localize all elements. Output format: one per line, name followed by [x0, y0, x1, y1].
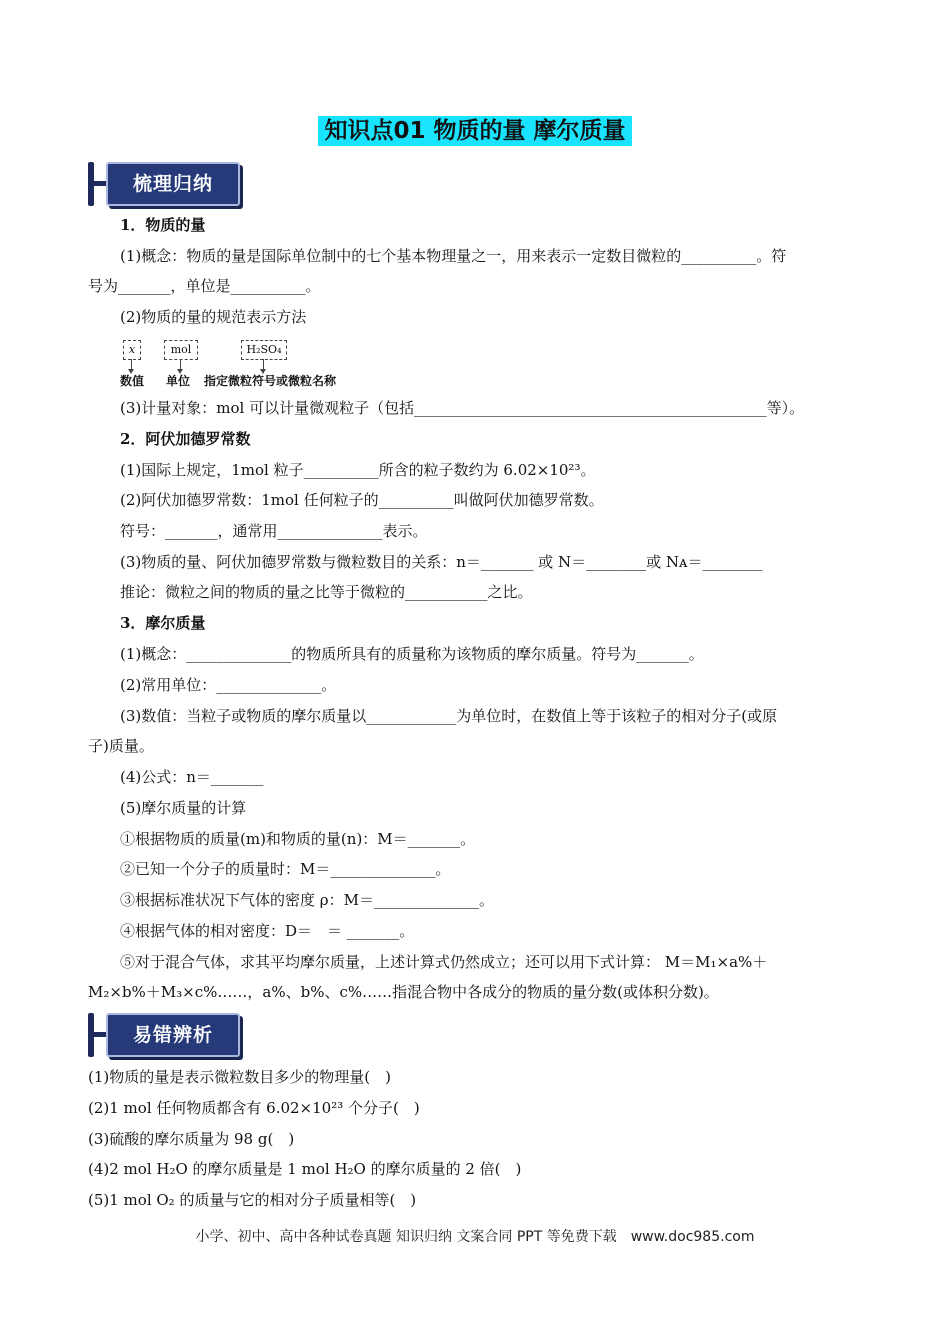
text-line: 推论：微粒之间的物质的量之比等于微粒的___________之比。: [120, 583, 533, 601]
text-line: (3)计量对象：mol 可以计量微观粒子（包括_______________________________________________等）。: [120, 399, 805, 417]
page-title: 知识点01 物质的量 摩尔质量: [318, 116, 631, 146]
text-line: 子)质量。: [88, 737, 154, 755]
diagram-box-number: x: [123, 340, 141, 360]
text-line: (3)数值：当粒子或物质的摩尔质量以____________为单位时，在数值上等于该粒子的相对分子(或原: [120, 707, 778, 725]
text-line: (1)国际上规定，1mol 粒子__________所含的粒子数约为 6.02×10²³。: [120, 461, 596, 479]
badge-label: 易错辨析: [132, 1024, 213, 1046]
text-line: (3)物质的量、阿伏加德罗常数与微粒数目的关系：n＝_______ 或 N＝________或 Nᴀ＝________: [120, 553, 763, 571]
diagram-label-particle: 指定微粒符号或微粒名称: [204, 374, 337, 388]
text-line: (2)物质的量的规范表示方法: [120, 308, 307, 326]
section-badge-summary: [88, 162, 238, 206]
badge-box: [106, 1013, 240, 1057]
badge-tick: [94, 1032, 106, 1037]
error-item: (2)1 mol 任何物质都含有 6.02×10²³ 个分子( ): [88, 1099, 420, 1117]
text-line: ②已知一个分子的质量时：M＝______________。: [120, 860, 451, 878]
diagram-label-number: 数值: [120, 374, 145, 388]
diagram-box-particle: H₂SO₄: [241, 340, 287, 360]
heading-2: 2．阿伏加德罗常数: [120, 430, 251, 448]
text-line: ③根据标准状况下气体的密度 ρ：M＝______________。: [120, 891, 494, 909]
text-line: (1)概念：______________的物质所具有的质量称为该物质的摩尔质量。符号为_______。: [120, 645, 704, 663]
error-item: (5)1 mol O₂ 的质量与它的相对分子质量相等( ): [88, 1191, 417, 1209]
text-line: ①根据物质的质量(m)和物质的量(n)：M＝_______。: [120, 830, 476, 848]
notation-diagram: [120, 336, 380, 390]
text-line: (2)阿伏加德罗常数：1mol 任何粒子的__________叫做阿伏加德罗常数。: [120, 491, 604, 509]
error-item: (1)物质的量是表示微粒数目多少的物理量( ): [88, 1068, 391, 1086]
badge-box: [106, 162, 240, 206]
text-line: 号为_______，单位是__________。: [88, 277, 321, 295]
text-line: (5)摩尔质量的计算: [120, 799, 247, 817]
error-item: (3)硫酸的摩尔质量为 98 g( ): [88, 1130, 295, 1148]
heading-1: 1．物质的量: [120, 216, 206, 234]
text-line: 符号：_______，通常用______________表示。: [120, 522, 428, 540]
text-line: (2)常用单位：______________。: [120, 676, 337, 694]
diagram-box-unit: mol: [164, 340, 198, 360]
badge-label: 梳理归纳: [132, 173, 213, 195]
text-line: (1)概念：物质的量是国际单位制中的七个基本物理量之一，用来表示一定数目微粒的__________。符: [120, 247, 787, 265]
page-footer: 小学、初中、高中各种试卷真题 知识归纳 文案合同 PPT 等免费下载 www.doc985.com: [195, 1229, 755, 1245]
heading-3: 3．摩尔质量: [120, 614, 206, 632]
text-line: ⑤对于混合气体，求其平均摩尔质量，上述计算式仍然成立；还可以用下式计算： M＝M₁×a%＋: [120, 953, 768, 971]
error-item: (4)2 mol H₂O 的摩尔质量是 1 mol H₂O 的摩尔质量的 2 倍( ): [88, 1160, 522, 1178]
diagram-label-unit: 单位: [166, 374, 191, 388]
badge-tick: [94, 181, 106, 186]
text-line: M₂×b%＋M₃×c%……，a%、b%、c%……指混合物中各成分的物质的量分数(或体积分数)。: [88, 983, 719, 1001]
text-line: (4)公式：n＝_______: [120, 768, 264, 786]
text-line: ④根据气体的相对密度：D＝ ＝ _______。: [120, 922, 415, 940]
section-badge-pitfalls: [88, 1013, 238, 1057]
title-wrap: [0, 116, 950, 146]
